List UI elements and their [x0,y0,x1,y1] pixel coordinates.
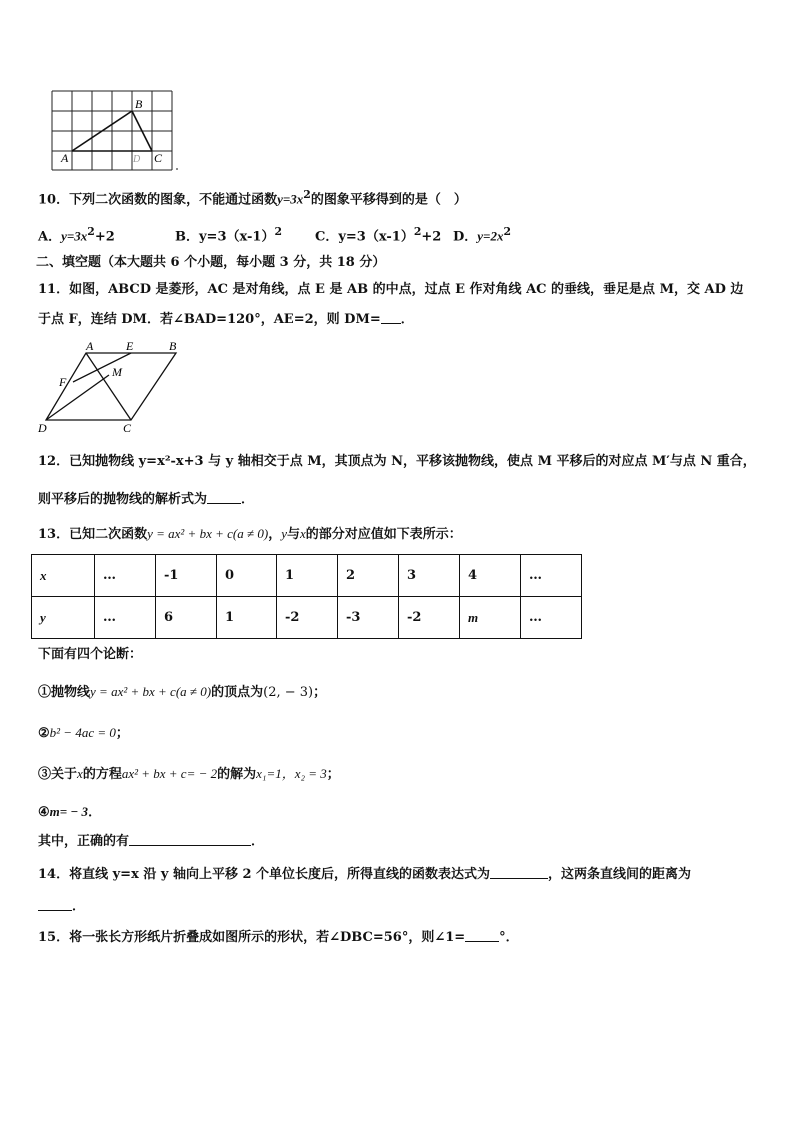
q12-answer-blank[interactable] [207,491,241,504]
q12-line2: 则平移后的抛物线的解析式为 ． [38,492,255,507]
q10-option-c[interactable]: C．$y=3(x-1)^2+2$ [315,225,442,245]
rhombus-label-f: F [59,375,67,389]
table-cell: -2 [277,597,338,639]
rhombus-label-e: E [126,339,134,353]
grid-figure [48,88,183,174]
table-cell: 4 [460,555,521,597]
table-cell: m [460,597,521,639]
q15-answer-blank[interactable] [465,929,499,942]
q14-line2: ． [38,898,85,916]
table-cell: … [521,597,582,639]
rhombus-label-m: M [112,365,122,379]
table-cell: 1 [217,597,277,639]
section-heading: 二、填空题（本大题共 6 个小题，每小题 3 分，共 18 分） [36,255,386,270]
q13-statement-1: ①抛物线y = ax² + bx + c(a ≠ 0)的顶点为(2, − 3)； [38,684,327,700]
q13-statement-2: ②b² − 4ac = 0； [38,725,129,741]
q11-line2: 于点 F，连结 DM．若∠BAD=120°，AE=2，则 DM= ． [38,312,414,327]
q13-answer-blank[interactable] [129,833,251,846]
q15-line: 15．将一张长方形纸片折叠成如图所示的形状，若∠DBC=56°，则∠1= °． [38,930,519,945]
grid-label-d: D [133,154,141,165]
table-cell: 3 [399,555,460,597]
table-cell: x [32,555,95,597]
q13-intro: 13．已知二次函数y = ax² + bx + c(a ≠ 0)，y与x的部分对应值如下表所示： [38,526,462,542]
q10-option-a[interactable]: A．$y=3x^2+2$ [38,225,115,245]
table-cell: -1 [156,555,217,597]
table-cell: 2 [338,555,399,597]
table-row [32,555,582,597]
rhombus-label-c: C [123,421,132,435]
table-cell: … [95,597,156,639]
rhombus-label-a: A [86,339,94,353]
table-cell: 6 [156,597,217,639]
table-row [32,597,582,639]
rhombus-figure [36,338,186,438]
table-cell: -2 [399,597,460,639]
table-cell: 0 [217,555,277,597]
q10-option-d[interactable]: D．$y=2x^2$ [453,225,512,245]
table-cell: -3 [338,597,399,639]
table-cell: y [32,597,95,639]
q11-answer-blank[interactable] [381,311,401,324]
q13-statement-3: ③关于x的方程ax² + bx + c= − 2的解为x₁=1，x₂ = 3； [38,766,340,782]
rhombus-label-d: D [38,421,47,435]
q14-line1: 14．将直线 y=x 沿 y 轴向上平移 2 个单位长度后，所得直线的函数表达式为 ，这两条直线间的距离为 [38,867,692,882]
q14-answer-blank-2[interactable] [38,898,72,911]
q14-answer-blank-1[interactable] [490,866,548,879]
table-cell: … [95,555,156,597]
q13-statement-4: ④m= − 3． [38,804,102,820]
grid-label-c: C [154,151,163,165]
q11-line1: 11．如图，ABCD 是菱形，AC 是对角线，点 E 是 AB 的中点，过点 E 作对角线 AC 的垂线，垂足是点 M，交 AD 边 [38,282,744,297]
table-cell: 1 [277,555,338,597]
grid-label-b: B [135,97,143,111]
q10-stem: 10．下列二次函数的图象，不能通过函数$y=3x^2$的图象平移得到的是（ ） [38,188,467,208]
value-table [31,554,582,639]
q13-lead: 下面有四个论断： [38,647,143,662]
rhombus-label-b: B [169,339,177,353]
grid-label-a: A [61,151,69,165]
q10-option-b[interactable]: B．$y=3(x-1)^2$ [175,225,283,245]
q12-line1: 12．已知抛物线 y=x²-x+3 与 y 轴相交于点 M，其顶点为 N，平移该抛物线，使点 M 平移后的对应点 M′与点 N 重合， [38,454,756,469]
q13-ask: 其中，正确的有 ． [38,834,265,849]
table-cell: … [521,555,582,597]
